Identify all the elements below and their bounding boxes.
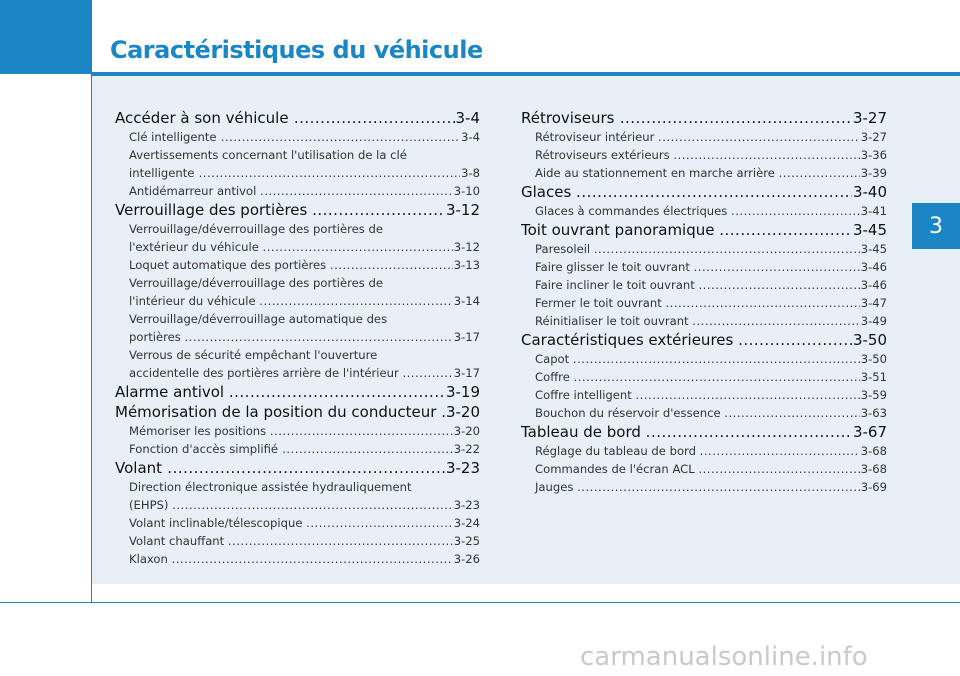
toc-page-number: 3-22 (453, 442, 480, 456)
toc-page-number: 3-23 (453, 498, 480, 512)
toc-section-entry[interactable] (115, 459, 480, 478)
toc-subsection-entry[interactable] (115, 182, 480, 200)
toc-entry-title: Capot ..... (535, 352, 887, 366)
toc-entry-text-line: Verrouillage/déverrouillage des portières de (129, 276, 383, 290)
toc-subsection-entry[interactable] (115, 550, 480, 568)
toc-page-number: 3-12 (445, 201, 480, 219)
toc-page-number: 3-63 (860, 406, 887, 420)
toc-subsection-entry[interactable] (115, 292, 480, 310)
toc-section-entry[interactable] (521, 423, 887, 442)
toc-page-number: 3-46 (860, 278, 887, 292)
toc-entry-title: portières ..... (129, 330, 480, 344)
toc-page-number: 3-67 (852, 423, 887, 441)
toc-entry-title: Aide au stationnement en marche arrière ..... (535, 166, 887, 180)
toc-page-number: 3-4 (455, 109, 480, 127)
toc-subsection-entry[interactable] (521, 164, 887, 182)
toc-page-number: 3-12 (453, 240, 480, 254)
toc-page-number: 3-10 (453, 184, 480, 198)
toc-entry-title: Verrouillage des portières ..... (115, 201, 480, 219)
toc-page-number: 3-39 (860, 166, 887, 180)
toc-page-number: 3-69 (860, 480, 887, 494)
toc-entry-title: l'intérieur du véhicule ..... (129, 294, 480, 308)
toc-subsection-entry[interactable] (521, 386, 887, 404)
toc-page-number: 3-13 (453, 258, 480, 272)
toc-page-number: 3-50 (852, 331, 887, 349)
toc-subsection-entry[interactable] (521, 404, 887, 422)
toc-entry-title: Tableau de bord ..... (521, 423, 887, 441)
toc-section-entry[interactable] (115, 383, 480, 402)
toc-page-number: 3-40 (852, 183, 887, 201)
toc-section-entry[interactable] (521, 109, 887, 128)
toc-subsection-entry[interactable] (115, 422, 480, 440)
toc-entry-title: Fonction d'accès simplifié ..... (129, 442, 480, 456)
toc-page-number: 3-68 (860, 444, 887, 458)
toc-page-number: 3-17 (453, 330, 480, 344)
toc-entry-title: Alarme antivol ..... (115, 383, 480, 401)
toc-subsection-entry[interactable] (115, 256, 480, 274)
toc-entry-title: Volant ..... (115, 459, 480, 477)
toc-subsection-entry[interactable] (521, 312, 887, 330)
toc-subsection-entry[interactable] (521, 368, 887, 386)
toc-entry-title: Coffre intelligent ..... (535, 388, 887, 402)
toc-entry-title: Commandes de l'écran ACL ..... (535, 462, 887, 476)
toc-subsection-entry[interactable] (115, 164, 480, 182)
toc-subsection-entry[interactable] (115, 440, 480, 458)
toc-subsection-entry[interactable] (521, 258, 887, 276)
toc-entry-title: Bouchon du réservoir d'essence ..... (535, 406, 887, 420)
toc-subsection-entry[interactable] (115, 128, 480, 146)
toc-section-entry[interactable] (521, 221, 887, 240)
toc-entry-title: Toit ouvrant panoramique ..... (521, 221, 887, 239)
toc-entry-title: Faire incliner le toit ouvrant ..... (535, 278, 887, 292)
toc-page-number: 3-24 (453, 516, 480, 530)
toc-entry-title: (EHPS) ..... (129, 498, 480, 512)
toc-page-number: 3-50 (860, 352, 887, 366)
toc-entry-title: Accéder à son véhicule ..... (115, 109, 480, 127)
toc-subsection-entry[interactable] (521, 294, 887, 312)
toc-page-number: 3-20 (453, 424, 480, 438)
toc-entry-text-line: Direction électronique assistée hydrauliquement (129, 480, 412, 494)
toc-section-entry[interactable] (115, 201, 480, 220)
toc-page-number: 3-27 (860, 130, 887, 144)
toc-section-entry[interactable] (115, 403, 480, 422)
toc-subsection-entry[interactable] (521, 478, 887, 496)
toc-entry-title: Klaxon ..... (129, 552, 480, 566)
toc-entry-title: Glaces à commandes électriques ..... (535, 204, 887, 218)
toc-subsection-entry[interactable] (521, 128, 887, 146)
toc-page-number: 3-59 (860, 388, 887, 402)
watermark: carmanualsonline.info (580, 642, 868, 672)
toc-subsection-entry[interactable] (115, 532, 480, 550)
toc-page-number: 3-51 (860, 370, 887, 384)
toc-subsection-entry[interactable] (115, 238, 480, 256)
toc-subsection-entry[interactable] (521, 146, 887, 164)
toc-page-number: 3-20 (445, 403, 480, 421)
toc-entry-title: Fermer le toit ouvrant ..... (535, 296, 887, 310)
toc-entry-text-line: Verrous de sécurité empêchant l'ouverture (129, 348, 378, 362)
toc-entry-title: l'extérieur du véhicule ..... (129, 240, 480, 254)
toc-entry-title: accidentelle des portières arrière de l'intérieur ..... (129, 366, 480, 380)
toc-subsection-entry[interactable] (521, 460, 887, 478)
toc-page-number: 3-49 (860, 314, 887, 328)
toc-subsection-entry[interactable] (521, 240, 887, 258)
toc-page-number: 3-19 (445, 383, 480, 401)
toc-entry-text-line: Avertissements concernant l'utilisation de la clé (129, 148, 407, 162)
toc-subsection-entry[interactable] (115, 496, 480, 514)
toc-page-number: 3-36 (860, 148, 887, 162)
toc-section-entry[interactable] (115, 109, 480, 128)
toc-entry-title: Rétroviseur intérieur ..... (535, 130, 887, 144)
toc-subsection-entry[interactable] (521, 202, 887, 220)
toc-page-number: 3-41 (860, 204, 887, 218)
toc-page-number: 3-25 (453, 534, 480, 548)
toc-entry-title: Réinitialiser le toit ouvrant ..... (535, 314, 887, 328)
toc-page-number: 3-47 (860, 296, 887, 310)
toc-entry-title: intelligente ..... (129, 166, 480, 180)
left-accent-block (0, 0, 92, 74)
toc-entry-title: Volant chauffant ..... (129, 534, 480, 548)
toc-entry-title: Mémoriser les positions ..... (129, 424, 480, 438)
toc-page-number: 3-14 (453, 294, 480, 308)
toc-entry-title: Antidémarreur antivol ..... (129, 184, 480, 198)
toc-subsection-entry[interactable] (521, 276, 887, 294)
toc-right-column (521, 108, 887, 496)
toc-entry-title: Caractéristiques extérieures ..... (521, 331, 887, 349)
toc-entry-title: Rétroviseurs extérieurs ..... (535, 148, 887, 162)
footer-rule (0, 602, 960, 603)
toc-subsection-entry[interactable] (521, 442, 887, 460)
toc-entry-text-line: Verrouillage/déverrouillage automatique des (129, 312, 388, 326)
toc-entry-title: Faire glisser le toit ouvrant ..... (535, 260, 887, 274)
toc-entry-title: Clé intelligente ..... (129, 130, 480, 144)
toc-page-number: 3-46 (860, 260, 887, 274)
toc-entry-text-line: Verrouillage/déverrouillage des portières de (129, 222, 383, 236)
toc-page-number: 3-45 (860, 242, 887, 256)
toc-subsection-entry[interactable] (521, 350, 887, 368)
toc-entry-title: Loquet automatique des portières ..... (129, 258, 480, 272)
toc-entry-title: Mémorisation de la position du conducteur ..... (115, 403, 480, 421)
toc-page-number: 3-26 (453, 552, 480, 566)
toc-page-number: 3-68 (860, 462, 887, 476)
toc-subsection-entry[interactable] (115, 514, 480, 532)
toc-page-number: 3-27 (852, 109, 887, 127)
toc-section-entry[interactable] (521, 183, 887, 202)
toc-entry-title: Jauges ..... (535, 480, 887, 494)
toc-page-number: 3-4 (461, 130, 480, 144)
toc-entry-title: Paresoleil ..... (535, 242, 887, 256)
toc-entry-title: Glaces ..... (521, 183, 887, 201)
toc-page-number: 3-8 (461, 166, 480, 180)
chapter-tab[interactable]: 3 (912, 203, 960, 249)
toc-entry-title: Coffre ..... (535, 370, 887, 384)
toc-entry-title: Volant inclinable/télescopique ..... (129, 516, 480, 530)
toc-entry-title: Rétroviseurs ..... (521, 109, 887, 127)
toc-subsection-entry[interactable] (115, 364, 480, 382)
toc-page-number: 3-23 (445, 459, 480, 477)
page-title: Caractéristiques du véhicule (110, 36, 483, 64)
toc-subsection-entry[interactable] (115, 328, 480, 346)
toc-left-column (115, 108, 480, 568)
toc-page-number: 3-17 (453, 366, 480, 380)
toc-entry-title: Réglage du tableau de bord ..... (535, 444, 887, 458)
toc-page-number: 3-45 (852, 221, 887, 239)
toc-section-entry[interactable] (521, 331, 887, 350)
